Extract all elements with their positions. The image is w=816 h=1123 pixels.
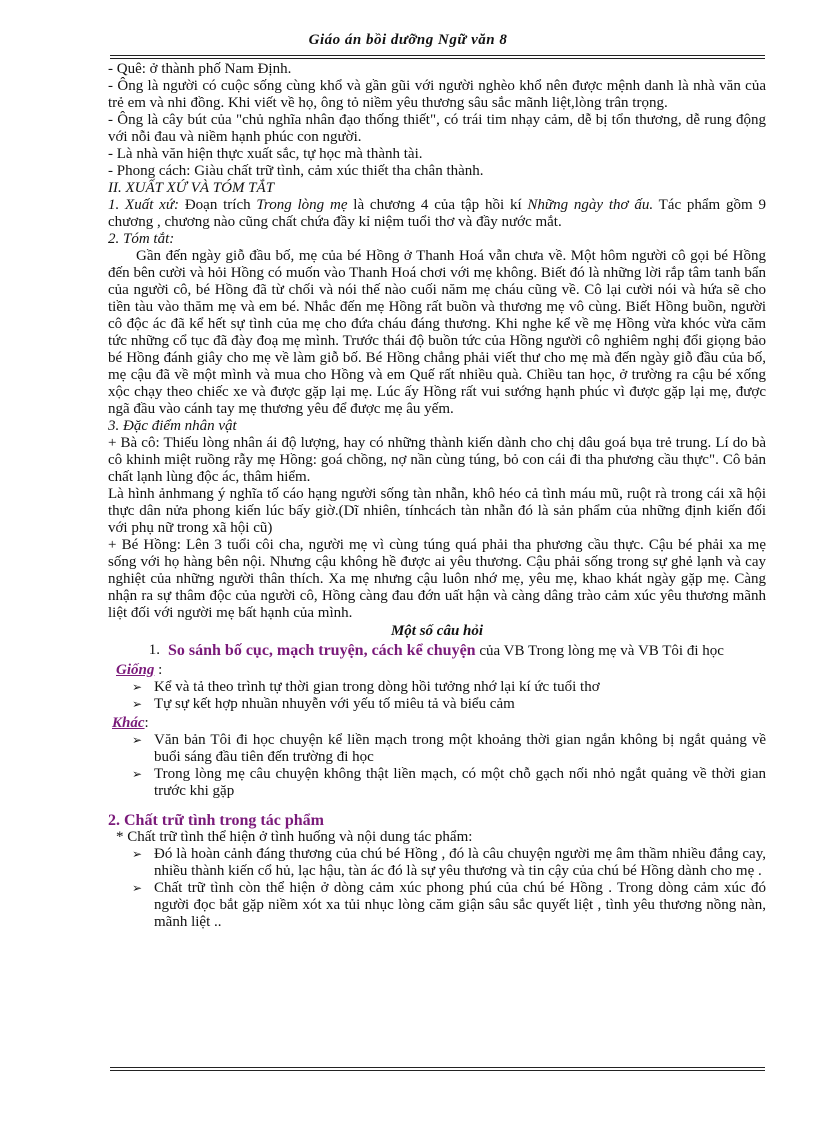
bio-line: - Phong cách: Giàu chất trữ tình, cảm xúc thiết tha chân thành.: [108, 163, 484, 179]
header-rule-top: [110, 55, 765, 56]
question-2-intro: * Chất trữ tình thể hiện ở tình huống và nội dung tác phẩm:: [116, 829, 473, 845]
question-1: [108, 642, 766, 660]
traits-label: 3. Đặc điểm nhân vật: [108, 418, 237, 434]
different-text: Trong lòng mẹ câu chuyện không thật liền mạch, có một chỗ gạch nối nhỏ ngắt quảng về thời gian trước khi gặp: [154, 766, 766, 799]
bio-line: - Ông là cây bút của "chủ nghĩa nhân đạo thống thiết", có trái tim nhạy cảm, dễ bị tổn thương, dễ rung động với nỗi đau và niềm hạnh phúc con người.: [108, 112, 766, 145]
bio-line: - Quê: ở thành phố Nam Định.: [108, 61, 292, 77]
similar-item: [132, 679, 766, 696]
question-2-item: [132, 880, 766, 931]
header-rule-bottom: [110, 58, 765, 59]
different-colon: :: [144, 715, 149, 731]
trait-paragraph: + Bà cô: Thiếu lòng nhân ái độ lượng, hay có những thành kiến dành cho chị dâu goá bụa trẻ trung. Lí do bà cô khinh miệt ruồng rẫy mẹ Hồng: goá chồng, nợ nần cùng túng, bỏ con cái đi tha phương cầu thực". Cô bản chất lạnh lùng độc ác, thâm hiểm.: [108, 435, 766, 485]
question-1-rest: của VB Trong lòng mẹ và VB Tôi đi học: [475, 643, 724, 659]
question-2-title: 2. Chất trữ tình trong tác phẩm: [108, 812, 324, 829]
trait-paragraph: Là hình ảnhmang ý nghĩa tố cáo hạng người sống tàn nhẫn, khô héo cả tình máu mũ, ruột rà trong cái xã hội thực dân nửa phong kiến lúc bấy giờ.(Dĩ nhiên, tínhcách tàn nhẫn đó là sản phẩm của những định kiến đối với phụ nữ trong xã hội cũ): [108, 486, 766, 536]
similar-text: Tự sự kết hợp nhuần nhuyễn với yếu tố miêu tả và biểu cảm: [154, 696, 515, 712]
question-2-item: [132, 846, 766, 880]
similar-item: [132, 696, 766, 713]
summary-paragraph: Gần đến ngày giỗ đầu bố, mẹ của bé Hồng ở Thanh Hoá vẫn chưa về. Một hôm người cô gọi bé Hồng đến bên cười và hỏi Hồng có muốn vào Thanh Hoá chơi với mẹ không. Biết đó là những lời rắp tâm tanh bẩn của người cô, bé Hồng đã từ chối và nói thế nào cuối năm mẹ cháu cũng về. Cô lại cười nói và hứa sẽ cho tiền tàu vào thăm mẹ và em bé. Nhắc đến mẹ Hồng rất buồn và thương mẹ vô cùng. Biết Hồng buồn, người cô độc ác đã kể hết sự tình của mẹ cho đứa cháu đáng thương. Khi nghe kể về mẹ Hồng vừa khóc vừa căm tức những cổ tục đã đày đoạ mẹ mình. Trước thái độ buồn tức của Hồng người cô nghiêm nghị đổi giọng bảo bé Hồng đánh giây cho mẹ về làm giỗ bố. Bé Hồng chẳng phải viết thư cho mẹ mà đến ngày giỗ đầu của bố, mẹ cậu đã về một mình và mua cho Hồng và em Quế rất nhiều quà. Chiều tan học, ở trường ra cậu bé xống xộc chạy theo chiếc xe và được gặp lại mẹ. Lúc ấy Hồng rất vui sướng hạnh phúc vì được gặp lại mẹ, được ngã đầu vào cánh tay mẹ thương yêu để được mẹ âu yếm.: [108, 248, 766, 417]
similar-colon: :: [154, 662, 163, 678]
question-1-text: [168, 642, 724, 660]
arrow-bullet-icon: ➢: [132, 680, 143, 694]
questions-title: Một số câu hỏi: [390, 623, 484, 639]
origin-text: là chương 4 của tập hồi kí: [347, 197, 528, 213]
different-item: [132, 766, 766, 800]
section-heading: II. XUẤT XỨ VÀ TÓM TẮT: [108, 180, 275, 196]
similar-text: Kể và tả theo trình tự thời gian trong dòng hồi tưởng nhớ lại kí ức tuổi thơ: [154, 679, 600, 695]
bio-line: - Ông là người có cuộc sống cùng khổ và gần gũi với người nghèo khổ nên được mệnh danh là nhà văn của trẻ em và nhi đồng. Khi viết về họ, ông tỏ niềm yêu thương sâu sắc mãnh liệt,lòng trân trọng.: [108, 78, 766, 111]
footer-rule-top: [110, 1067, 765, 1068]
footer-rule-bottom: [110, 1070, 765, 1071]
origin-paragraph: [108, 197, 766, 231]
different-heading: [112, 715, 766, 732]
bio-line: - Là nhà văn hiện thực xuất sắc, tự học mà thành tài.: [108, 146, 423, 162]
origin-text: Đoạn trích: [179, 197, 257, 213]
arrow-bullet-icon: ➢: [132, 733, 143, 747]
question-2-text: Chất trữ tình còn thể hiện ở dòng cảm xúc phong phú của chú bé Hồng . Trong dòng cảm xúc đó người đọc bắt gặp niềm xót xa tủi nhục lòng căm giận sâu sắc quyết liệt , tình yêu thương nồng nàn, mãnh liệt ..: [154, 880, 766, 930]
arrow-bullet-icon: ➢: [132, 881, 143, 895]
question-2-text: Đó là hoàn cảnh đáng thương của chú bé Hồng , đó là câu chuyện người mẹ âm thầm nhiều đắng cay, nhiều thành kiến cổ hủ, lạc hậu, tàn ác đó là sự yêu thương và tin cậy của chú bé Hồng dành cho mẹ .: [154, 846, 766, 879]
question-1-bold: So sánh bố cục, mạch truyện, cách kể chuyện: [168, 642, 476, 659]
origin-work: Trong lòng mẹ: [256, 197, 348, 213]
similar-heading: [116, 662, 766, 679]
trait-paragraph: + Bé Hồng: Lên 3 tuổi côi cha, người mẹ vì cùng túng quá phải tha phương cầu thực. Cậu bé phải xa mẹ sống với họ hàng bên nội. Nhưng cậu không hề được ai yêu thương. Cậu phải sống trong sự ghẻ lạnh và cay nghiệt của những người thân thích. Xa mẹ nhưng cậu luôn nhớ mẹ, yêu mẹ, khao khát ngày gặp mẹ. Càng nhận ra sự thâm độc của người cô, Hồng càng đau đớn uất hận và càng dâng trào cảm xúc yêu thương mãnh liệt đối với người mẹ bất hạnh của mình.: [108, 537, 766, 621]
arrow-bullet-icon: ➢: [132, 767, 143, 781]
different-text: Văn bản Tôi đi học chuyện kể liền mạch trong một khoảng thời gian ngắn không bị ngắt quảng về buổi sáng đầu tiên đến trường đi học: [154, 732, 766, 765]
different-label: Khác: [112, 715, 145, 731]
origin-label: 1. Xuất xứ:: [108, 197, 180, 213]
page-header-title: Giáo án bồi dưỡng Ngữ văn 8: [308, 32, 508, 48]
similar-label: Giống: [116, 662, 155, 678]
question-number: 1.: [148, 642, 160, 658]
arrow-bullet-icon: ➢: [132, 847, 143, 861]
origin-text: Tác phẩm gồm 9 chương , chương nào cũng chất chứa đầy kỉ niệm tuổi thơ và đầy nước mắt.: [108, 197, 766, 230]
summary-label: 2. Tóm tắt:: [108, 231, 175, 247]
arrow-bullet-icon: ➢: [132, 697, 143, 711]
origin-collection: Những ngày thơ ấu.: [527, 197, 654, 213]
document-body: [108, 61, 766, 931]
different-item: [132, 732, 766, 766]
